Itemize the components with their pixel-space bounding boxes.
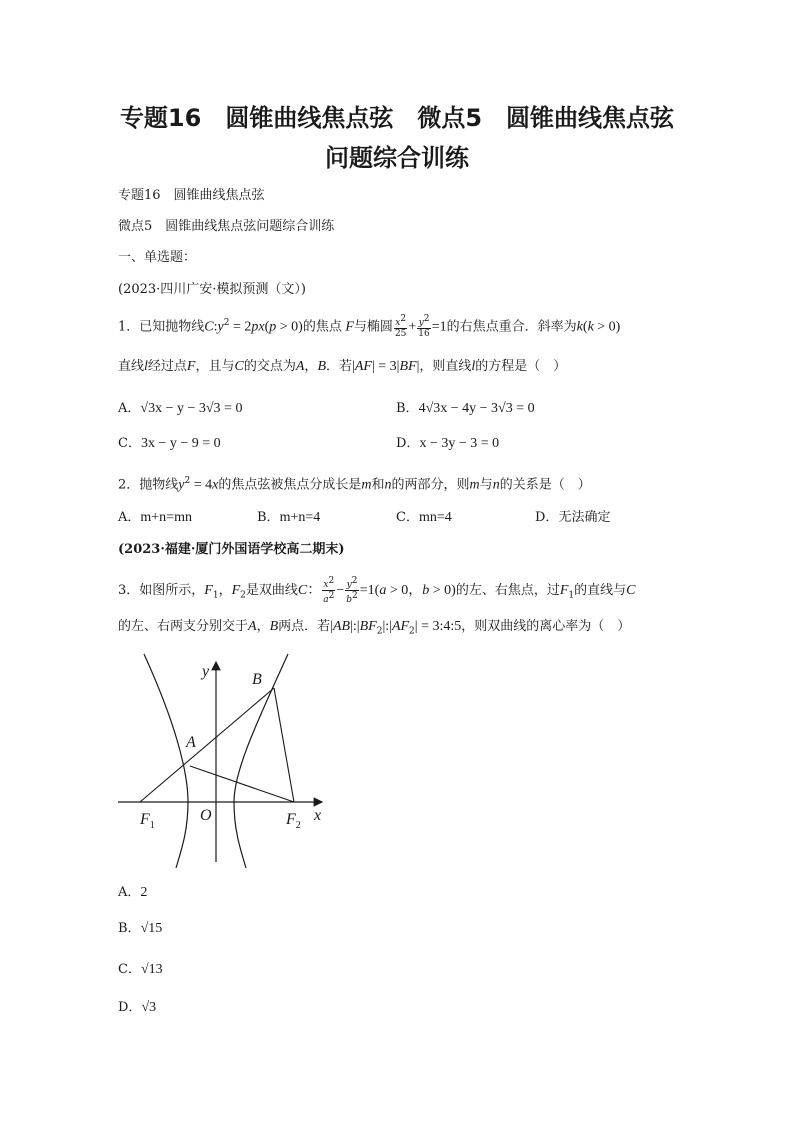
label-b: B [252, 671, 262, 688]
q2-stem: 2．抛物线$y^2 = 4x$的焦点弦被焦点分成长是m和n的两部分，则m与n的关系是（ ） [118, 476, 591, 493]
q1-stem-line1: 1．已知抛物线$C:y^2 = 2px(p > 0)$的焦点 F与椭圆 $\frac{x^2}{25}$ + $\frac{y^2}{16}$ =1的右焦点重合．斜率为k(k > 0) [118, 314, 621, 340]
hyperbola-left-branch [144, 654, 188, 868]
q3-option-d[interactable]: D．√3 [118, 1000, 157, 1015]
q2-option-b[interactable]: B．m+n=4 [257, 510, 321, 525]
q1-option-d[interactable]: D．x − 3y − 3 = 0 [396, 436, 500, 451]
label-o: O [200, 807, 212, 824]
q2-option-d[interactable]: D．无法确定 [535, 510, 611, 525]
q2-option-a[interactable]: A．m+n=mn [118, 510, 192, 525]
line-b-f2 [274, 688, 294, 802]
subtopic-label: 微点5 圆锥曲线焦点弦问题综合训练 [118, 219, 335, 234]
q3-source: (2023·福建·厦门外国语学校高二期末) [118, 542, 345, 557]
q1-option-a[interactable]: A．√3x − y − 3√3 = 0 [118, 401, 243, 416]
section-heading: 一、单选题： [118, 250, 197, 265]
line-a-f2 [190, 766, 294, 802]
q3-option-b[interactable]: B．√15 [118, 921, 163, 936]
label-f2: $F_2$ [286, 811, 301, 831]
label-a: A [186, 734, 196, 751]
label-x: x [314, 807, 322, 824]
q3-stem-line1: 3．如图所示，$F_1$，$F_2$是双曲线C： $\frac{x^2}{a^2}$ − $\frac{y^2}{b^2}$ =1(a > 0，b > 0)的左、右焦点，过$F_1$的直线与C [118, 576, 636, 605]
q3-stem-line2: 的左、右两支分别交于A，B两点．若$|AB|:|BF_2|:|AF_2|$ = 3:4:5，则双曲线的离心率为（ ） [118, 619, 631, 637]
doc-title-line2: 问题综合训练 [325, 144, 469, 172]
line-f1-b [140, 688, 274, 802]
q2-option-c[interactable]: C．mn=4 [396, 510, 452, 525]
topic-label: 专题16 圆锥曲线焦点弦 [118, 188, 265, 203]
hyperbola-figure [112, 650, 342, 875]
q1-source: (2023·四川广安·模拟预测（文）) [118, 282, 306, 297]
q1-stem-line2: 直线l经过点F，且与C的交点为A，B．若|AF| = 3|BF|，则直线l的方程是（ ） [118, 359, 567, 374]
q3-option-c[interactable]: C．√13 [118, 962, 163, 977]
label-f1: $F_1$ [140, 811, 155, 831]
doc-title-line1: 专题16 圆锥曲线焦点弦 微点5 圆锥曲线焦点弦 [119, 104, 675, 132]
q1-option-c[interactable]: C．3x − y − 9 = 0 [118, 436, 221, 451]
q3-option-a[interactable]: A．2 [118, 885, 148, 900]
label-y: y [202, 663, 210, 680]
q1-option-b[interactable]: B．4√3x − 4y − 3√3 = 0 [396, 401, 535, 416]
